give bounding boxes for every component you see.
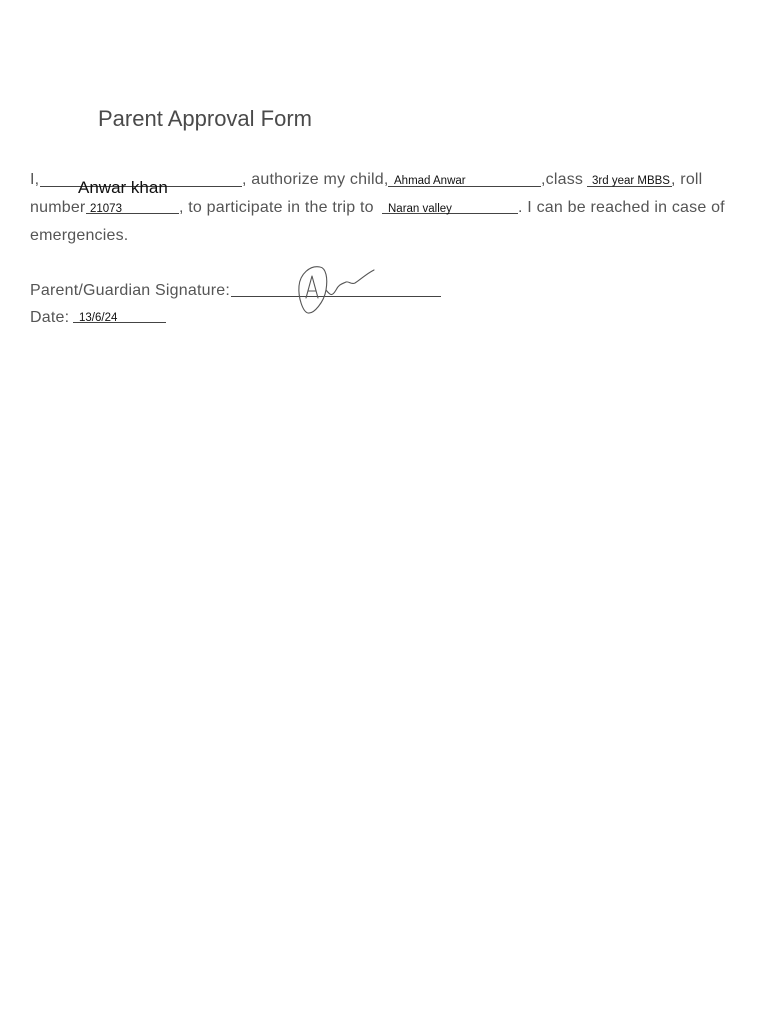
line1-after-child: ,class (541, 171, 584, 188)
form-title: Parent Approval Form (98, 106, 312, 131)
destination-field[interactable]: Naran valley (388, 203, 452, 215)
class-field[interactable]: 3rd year MBBS (592, 175, 670, 187)
signature-image[interactable] (294, 262, 378, 316)
signature-label: Parent/Guardian Signature: (30, 282, 230, 299)
child-name-field[interactable]: Ahmad Anwar (394, 175, 466, 187)
line3-text: emergencies. (30, 227, 129, 244)
line2-after-roll: , to participate in the trip to (179, 199, 374, 216)
line1-prefix: I, (30, 171, 40, 188)
date-field[interactable]: 13/6/24 (79, 312, 118, 324)
roll-number-field[interactable]: 21073 (90, 203, 122, 215)
line2-after-destination: . I can be reached in case of (518, 199, 725, 216)
line1-after-class: , roll (671, 171, 703, 188)
parent-name-field[interactable]: Anwar khan (78, 178, 168, 197)
line2-prefix: number (30, 199, 86, 216)
line1-after-parent: , authorize my child, (242, 171, 389, 188)
date-label: Date: (30, 309, 70, 326)
